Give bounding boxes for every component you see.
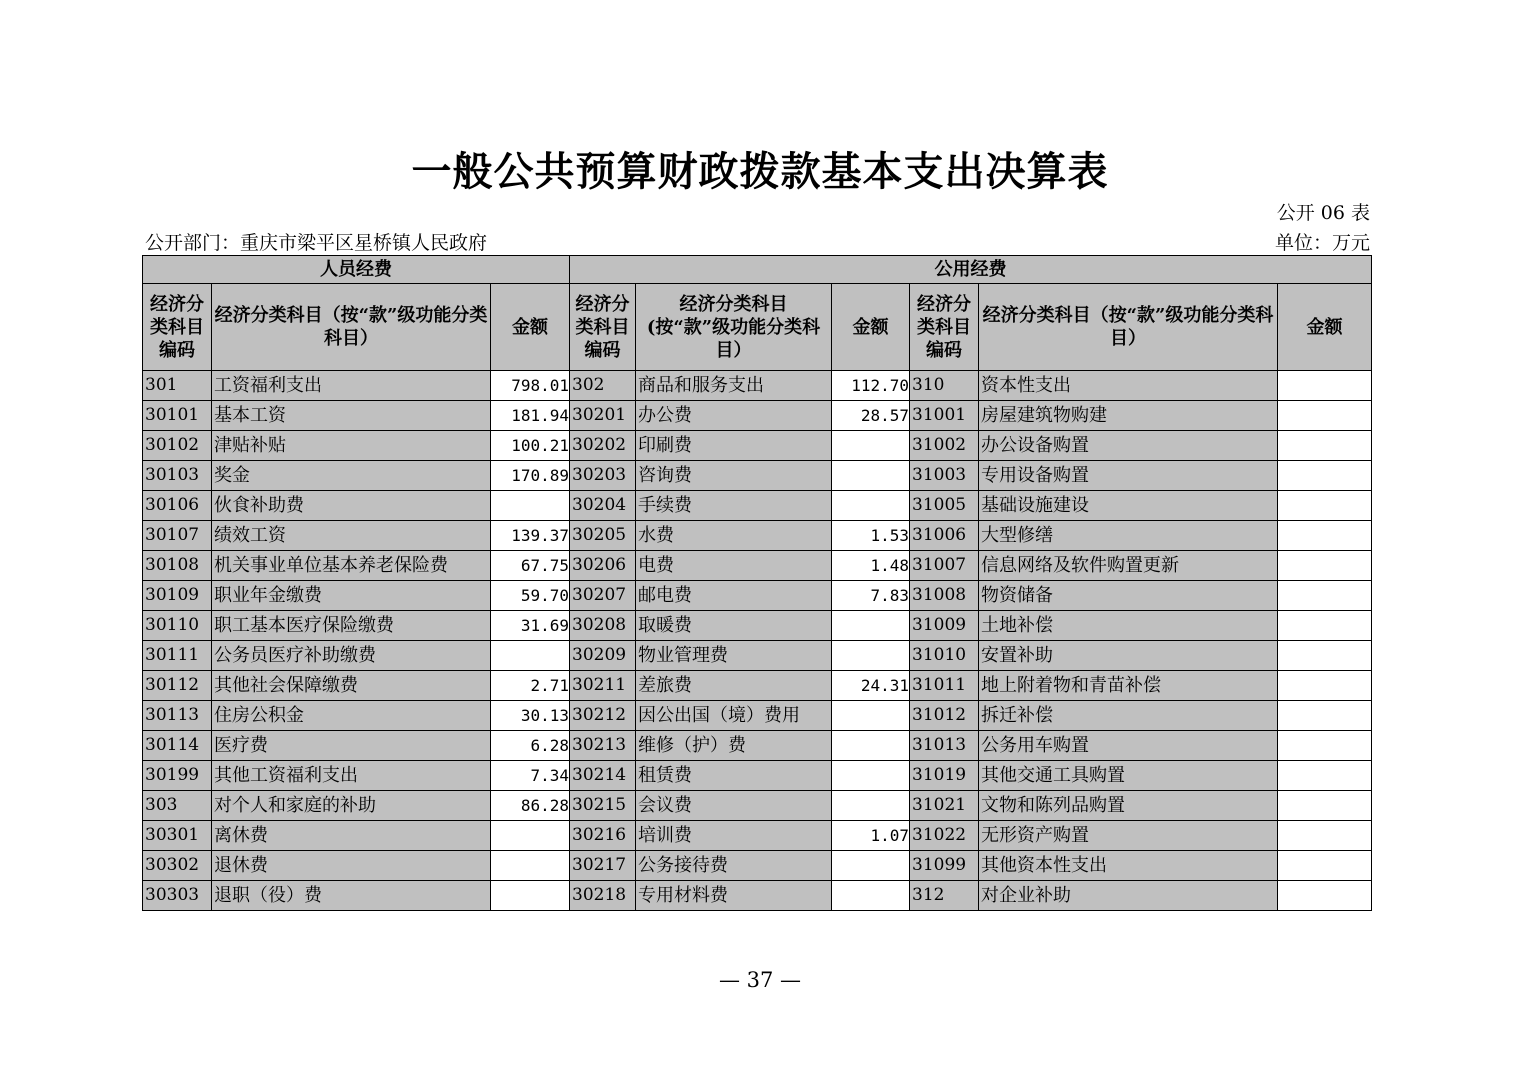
name-cell: 物资储备 [979, 581, 1278, 611]
code-cell: 30302 [143, 851, 212, 881]
code-cell: 30301 [143, 821, 212, 851]
code-cell: 30199 [143, 761, 212, 791]
expenditure-table [142, 255, 1372, 911]
unit-label: 单位：万元 [1274, 232, 1370, 254]
amount-cell [491, 641, 570, 671]
name-cell: 资本性支出 [979, 371, 1278, 401]
code-cell: 30112 [143, 671, 212, 701]
amount-cell: 139.37 [491, 521, 570, 551]
amount-cell [491, 881, 570, 911]
name-cell: 文物和陈列品购置 [979, 791, 1278, 821]
amount-cell [1278, 461, 1372, 491]
name-cell: 办公费 [636, 401, 832, 431]
name-cell: 会议费 [636, 791, 832, 821]
code-cell: 30208 [570, 611, 636, 641]
col-amount-3: 金额 [1278, 284, 1372, 371]
amount-cell [1278, 581, 1372, 611]
amount-cell [832, 851, 910, 881]
name-cell: 伙食补助费 [212, 491, 491, 521]
name-cell: 公务用车购置 [979, 731, 1278, 761]
code-cell: 301 [143, 371, 212, 401]
name-cell: 手续费 [636, 491, 832, 521]
name-cell: 地上附着物和青苗补偿 [979, 671, 1278, 701]
table-row [143, 791, 1372, 821]
name-cell: 办公设备购置 [979, 431, 1278, 461]
amount-cell: 24.31 [832, 671, 910, 701]
name-cell: 医疗费 [212, 731, 491, 761]
name-cell: 邮电费 [636, 581, 832, 611]
code-cell: 31006 [910, 521, 979, 551]
amount-cell [1278, 641, 1372, 671]
amount-cell [832, 641, 910, 671]
amount-cell: 2.71 [491, 671, 570, 701]
table-row [143, 401, 1372, 431]
amount-cell [1278, 731, 1372, 761]
name-cell: 基础设施建设 [979, 491, 1278, 521]
amount-cell [1278, 701, 1372, 731]
name-cell: 大型修缮 [979, 521, 1278, 551]
amount-cell [1278, 491, 1372, 521]
amount-cell: 1.53 [832, 521, 910, 551]
name-cell: 差旅费 [636, 671, 832, 701]
name-cell: 水费 [636, 521, 832, 551]
name-cell: 其他工资福利支出 [212, 761, 491, 791]
code-cell: 30206 [570, 551, 636, 581]
code-cell: 30109 [143, 581, 212, 611]
name-cell: 取暖费 [636, 611, 832, 641]
code-cell: 30101 [143, 401, 212, 431]
code-cell: 31008 [910, 581, 979, 611]
code-cell: 31005 [910, 491, 979, 521]
name-cell: 住房公积金 [212, 701, 491, 731]
amount-cell: 59.70 [491, 581, 570, 611]
col-code-2: 经济分类科目编码 [570, 284, 636, 371]
code-cell: 30114 [143, 731, 212, 761]
code-cell: 31012 [910, 701, 979, 731]
amount-cell [832, 491, 910, 521]
department-label: 公开部门：重庆市梁平区星桥镇人民政府 [145, 232, 488, 254]
name-cell: 印刷费 [636, 431, 832, 461]
code-cell: 31009 [910, 611, 979, 641]
amount-cell: 6.28 [491, 731, 570, 761]
table-row [143, 851, 1372, 881]
name-cell: 绩效工资 [212, 521, 491, 551]
code-cell: 30217 [570, 851, 636, 881]
table-row [143, 731, 1372, 761]
amount-cell [832, 431, 910, 461]
name-cell: 其他资本性支出 [979, 851, 1278, 881]
name-cell: 专用设备购置 [979, 461, 1278, 491]
amount-cell [491, 821, 570, 851]
name-cell: 离休费 [212, 821, 491, 851]
name-cell: 津贴补贴 [212, 431, 491, 461]
name-cell: 奖金 [212, 461, 491, 491]
name-cell: 物业管理费 [636, 641, 832, 671]
col-name-1: 经济分类科目（按“款”级功能分类科目） [212, 284, 491, 371]
name-cell: 无形资产购置 [979, 821, 1278, 851]
amount-cell [832, 461, 910, 491]
code-cell: 30106 [143, 491, 212, 521]
page-number: — 37 — [718, 968, 802, 992]
amount-cell [832, 791, 910, 821]
amount-cell [832, 701, 910, 731]
amount-cell [832, 611, 910, 641]
amount-cell [1278, 431, 1372, 461]
code-cell: 30205 [570, 521, 636, 551]
name-cell: 安置补助 [979, 641, 1278, 671]
table-row [143, 761, 1372, 791]
code-cell: 30214 [570, 761, 636, 791]
name-cell: 工资福利支出 [212, 371, 491, 401]
amount-cell [491, 491, 570, 521]
amount-cell: 170.89 [491, 461, 570, 491]
name-cell: 基本工资 [212, 401, 491, 431]
table-row [143, 671, 1372, 701]
code-cell: 31013 [910, 731, 979, 761]
code-cell: 31002 [910, 431, 979, 461]
amount-cell: 112.70 [832, 371, 910, 401]
amount-cell [832, 881, 910, 911]
amount-cell: 100.21 [491, 431, 570, 461]
name-cell: 退职（役）费 [212, 881, 491, 911]
amount-cell [1278, 551, 1372, 581]
code-cell: 30103 [143, 461, 212, 491]
amount-cell [491, 851, 570, 881]
group-header-row [143, 256, 1372, 284]
name-cell: 机关事业单位基本养老保险费 [212, 551, 491, 581]
table-row [143, 581, 1372, 611]
amount-cell: 28.57 [832, 401, 910, 431]
amount-cell [1278, 671, 1372, 701]
amount-cell [1278, 791, 1372, 821]
table-row [143, 611, 1372, 641]
code-cell: 303 [143, 791, 212, 821]
code-cell: 31011 [910, 671, 979, 701]
name-cell: 培训费 [636, 821, 832, 851]
amount-cell: 30.13 [491, 701, 570, 731]
amount-cell [832, 731, 910, 761]
amount-cell [832, 761, 910, 791]
table-row [143, 821, 1372, 851]
code-cell: 302 [570, 371, 636, 401]
name-cell: 咨询费 [636, 461, 832, 491]
name-cell: 房屋建筑物购建 [979, 401, 1278, 431]
group-public: 公用经费 [570, 256, 1372, 284]
name-cell: 其他交通工具购置 [979, 761, 1278, 791]
code-cell: 312 [910, 881, 979, 911]
name-cell: 退休费 [212, 851, 491, 881]
group-personnel: 人员经费 [143, 256, 570, 284]
column-header-row [143, 284, 1372, 371]
table-row [143, 551, 1372, 581]
name-cell: 土地补偿 [979, 611, 1278, 641]
amount-cell [1278, 821, 1372, 851]
code-cell: 30113 [143, 701, 212, 731]
name-cell: 对个人和家庭的补助 [212, 791, 491, 821]
amount-cell [1278, 851, 1372, 881]
name-cell: 电费 [636, 551, 832, 581]
amount-cell: 1.48 [832, 551, 910, 581]
amount-cell: 7.83 [832, 581, 910, 611]
code-cell: 30303 [143, 881, 212, 911]
name-cell: 租赁费 [636, 761, 832, 791]
amount-cell [1278, 611, 1372, 641]
amount-cell [1278, 371, 1372, 401]
amount-cell: 798.01 [491, 371, 570, 401]
code-cell: 30211 [570, 671, 636, 701]
col-name-3: 经济分类科目（按“款”级功能分类科目） [979, 284, 1278, 371]
name-cell: 职工基本医疗保险缴费 [212, 611, 491, 641]
amount-cell: 31.69 [491, 611, 570, 641]
amount-cell [1278, 881, 1372, 911]
code-cell: 30215 [570, 791, 636, 821]
table-row [143, 641, 1372, 671]
code-cell: 30218 [570, 881, 636, 911]
code-cell: 30202 [570, 431, 636, 461]
table-row [143, 431, 1372, 461]
code-cell: 30216 [570, 821, 636, 851]
code-cell: 30213 [570, 731, 636, 761]
name-cell: 公务接待费 [636, 851, 832, 881]
code-cell: 31021 [910, 791, 979, 821]
code-cell: 31003 [910, 461, 979, 491]
code-cell: 31007 [910, 551, 979, 581]
table-row [143, 521, 1372, 551]
code-cell: 30207 [570, 581, 636, 611]
code-cell: 31099 [910, 851, 979, 881]
col-amount-1: 金额 [491, 284, 570, 371]
amount-cell: 1.07 [832, 821, 910, 851]
amount-cell: 181.94 [491, 401, 570, 431]
table-row [143, 491, 1372, 521]
amount-cell: 7.34 [491, 761, 570, 791]
name-cell: 其他社会保障缴费 [212, 671, 491, 701]
code-cell: 30204 [570, 491, 636, 521]
name-cell: 维修（护）费 [636, 731, 832, 761]
name-cell: 对企业补助 [979, 881, 1278, 911]
amount-cell: 86.28 [491, 791, 570, 821]
name-cell: 拆迁补偿 [979, 701, 1278, 731]
code-cell: 31010 [910, 641, 979, 671]
col-code-3: 经济分类科目编码 [910, 284, 979, 371]
table-row [143, 881, 1372, 911]
amount-cell [1278, 401, 1372, 431]
table-tag: 公开 06 表 [1276, 202, 1370, 224]
name-cell: 信息网络及软件购置更新 [979, 551, 1278, 581]
table-row [143, 701, 1372, 731]
code-cell: 31019 [910, 761, 979, 791]
name-cell: 商品和服务支出 [636, 371, 832, 401]
col-code-1: 经济分类科目编码 [143, 284, 212, 371]
name-cell: 公务员医疗补助缴费 [212, 641, 491, 671]
code-cell: 30108 [143, 551, 212, 581]
code-cell: 310 [910, 371, 979, 401]
name-cell: 专用材料费 [636, 881, 832, 911]
name-cell: 因公出国（境）费用 [636, 701, 832, 731]
code-cell: 30107 [143, 521, 212, 551]
table-row [143, 371, 1372, 401]
table-row [143, 461, 1372, 491]
code-cell: 31022 [910, 821, 979, 851]
code-cell: 30201 [570, 401, 636, 431]
code-cell: 30102 [143, 431, 212, 461]
code-cell: 30111 [143, 641, 212, 671]
page-title: 一般公共预算财政拨款基本支出决算表 [411, 149, 1109, 195]
code-cell: 30110 [143, 611, 212, 641]
amount-cell [1278, 761, 1372, 791]
code-cell: 30212 [570, 701, 636, 731]
col-amount-2: 金额 [832, 284, 910, 371]
amount-cell: 67.75 [491, 551, 570, 581]
col-name-2: 经济分类科目(按“款”级功能分类科目） [636, 284, 832, 371]
code-cell: 31001 [910, 401, 979, 431]
name-cell: 职业年金缴费 [212, 581, 491, 611]
code-cell: 30203 [570, 461, 636, 491]
code-cell: 30209 [570, 641, 636, 671]
amount-cell [1278, 521, 1372, 551]
